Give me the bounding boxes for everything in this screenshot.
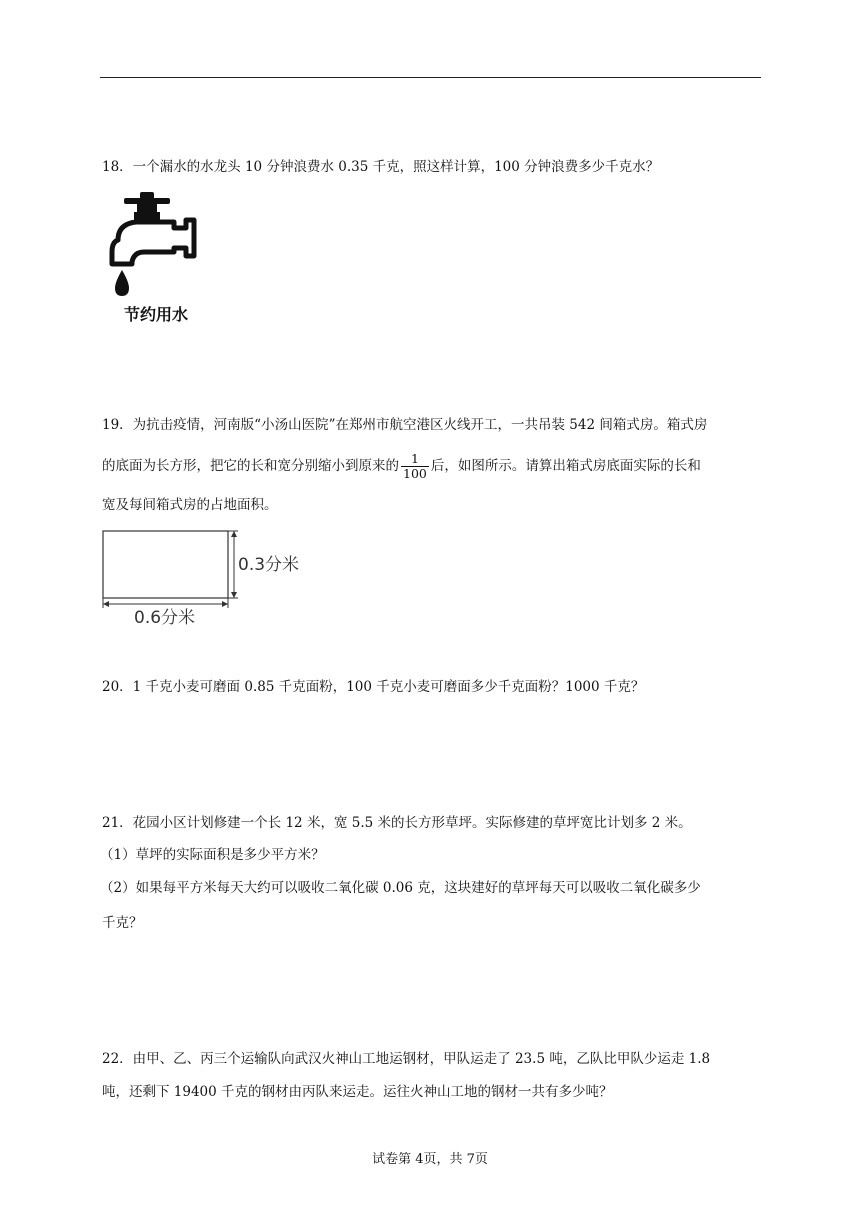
question-21-sub1: （1）草坪的实际面积是多少平方米？ — [100, 847, 325, 863]
rectangle-diagram — [98, 525, 318, 630]
question-21-sub2-line2: 千克？ — [102, 915, 143, 931]
question-19-line2-start: 的底面为长方形，把它的长和宽分别缩小到原来的 — [102, 458, 399, 474]
base-rectangle — [103, 531, 228, 598]
question-19-line2 — [102, 452, 701, 481]
question-19-line2-end: 后，如图所示。请算出箱式房底面实际的长和 — [430, 458, 701, 474]
fraction-denominator: 100 — [403, 466, 427, 481]
fraction-numerator: 1 — [401, 452, 429, 467]
water-drop-icon — [115, 270, 129, 296]
height-label: 0.3分米 — [238, 555, 300, 575]
faucet-body — [112, 220, 194, 264]
question-21-sub2-line1: （2）如果每平方米每天大约可以吸收二氧化碳 0.06 克，这块建好的草坪每天可以吸收二氧化碳多少 — [100, 880, 701, 896]
question-19-line1: 19．为抗击疫情，河南版“小汤山医院”在郑州市航空港区火线开工，一共吊装 542 间箱式房。箱式房 — [102, 417, 708, 433]
width-label: 0.6分米 — [134, 608, 196, 628]
faucet-caption: 节约用水 — [124, 305, 189, 324]
faucet-icon — [104, 190, 224, 330]
question-20-text: 20．1 千克小麦可磨面 0.85 千克面粉，100 千克小麦可磨面多少千克面粉？1000 千克？ — [102, 679, 645, 695]
question-22-line2: 吨，还剩下 19400 千克的钢材由丙队来运走。运往火神山工地的钢材一共有多少吨？ — [102, 1084, 613, 1100]
page-footer: 试卷第 4页，共 7页 — [372, 1152, 488, 1167]
question-22-line1: 22．由甲、乙、丙三个运输队向武汉火神山工地运钢材，甲队运走了 23.5 吨，乙队比甲队少运走 1.8 — [102, 1051, 711, 1067]
question-19-line3: 宽及每间箱式房的占地面积。 — [102, 497, 278, 513]
question-18-text: 18．一个漏水的水龙头 10 分钟浪费水 0.35 千克，照这样计算，100 分钟浪费多少千克水？ — [102, 159, 660, 175]
header-rule — [100, 77, 761, 78]
fraction-one-hundredth — [401, 452, 429, 481]
question-21-line1: 21．花园小区计划修建一个长 12 米，宽 5.5 米的长方形草坪。实际修建的草坪宽比计划多 2 米。 — [102, 815, 692, 831]
